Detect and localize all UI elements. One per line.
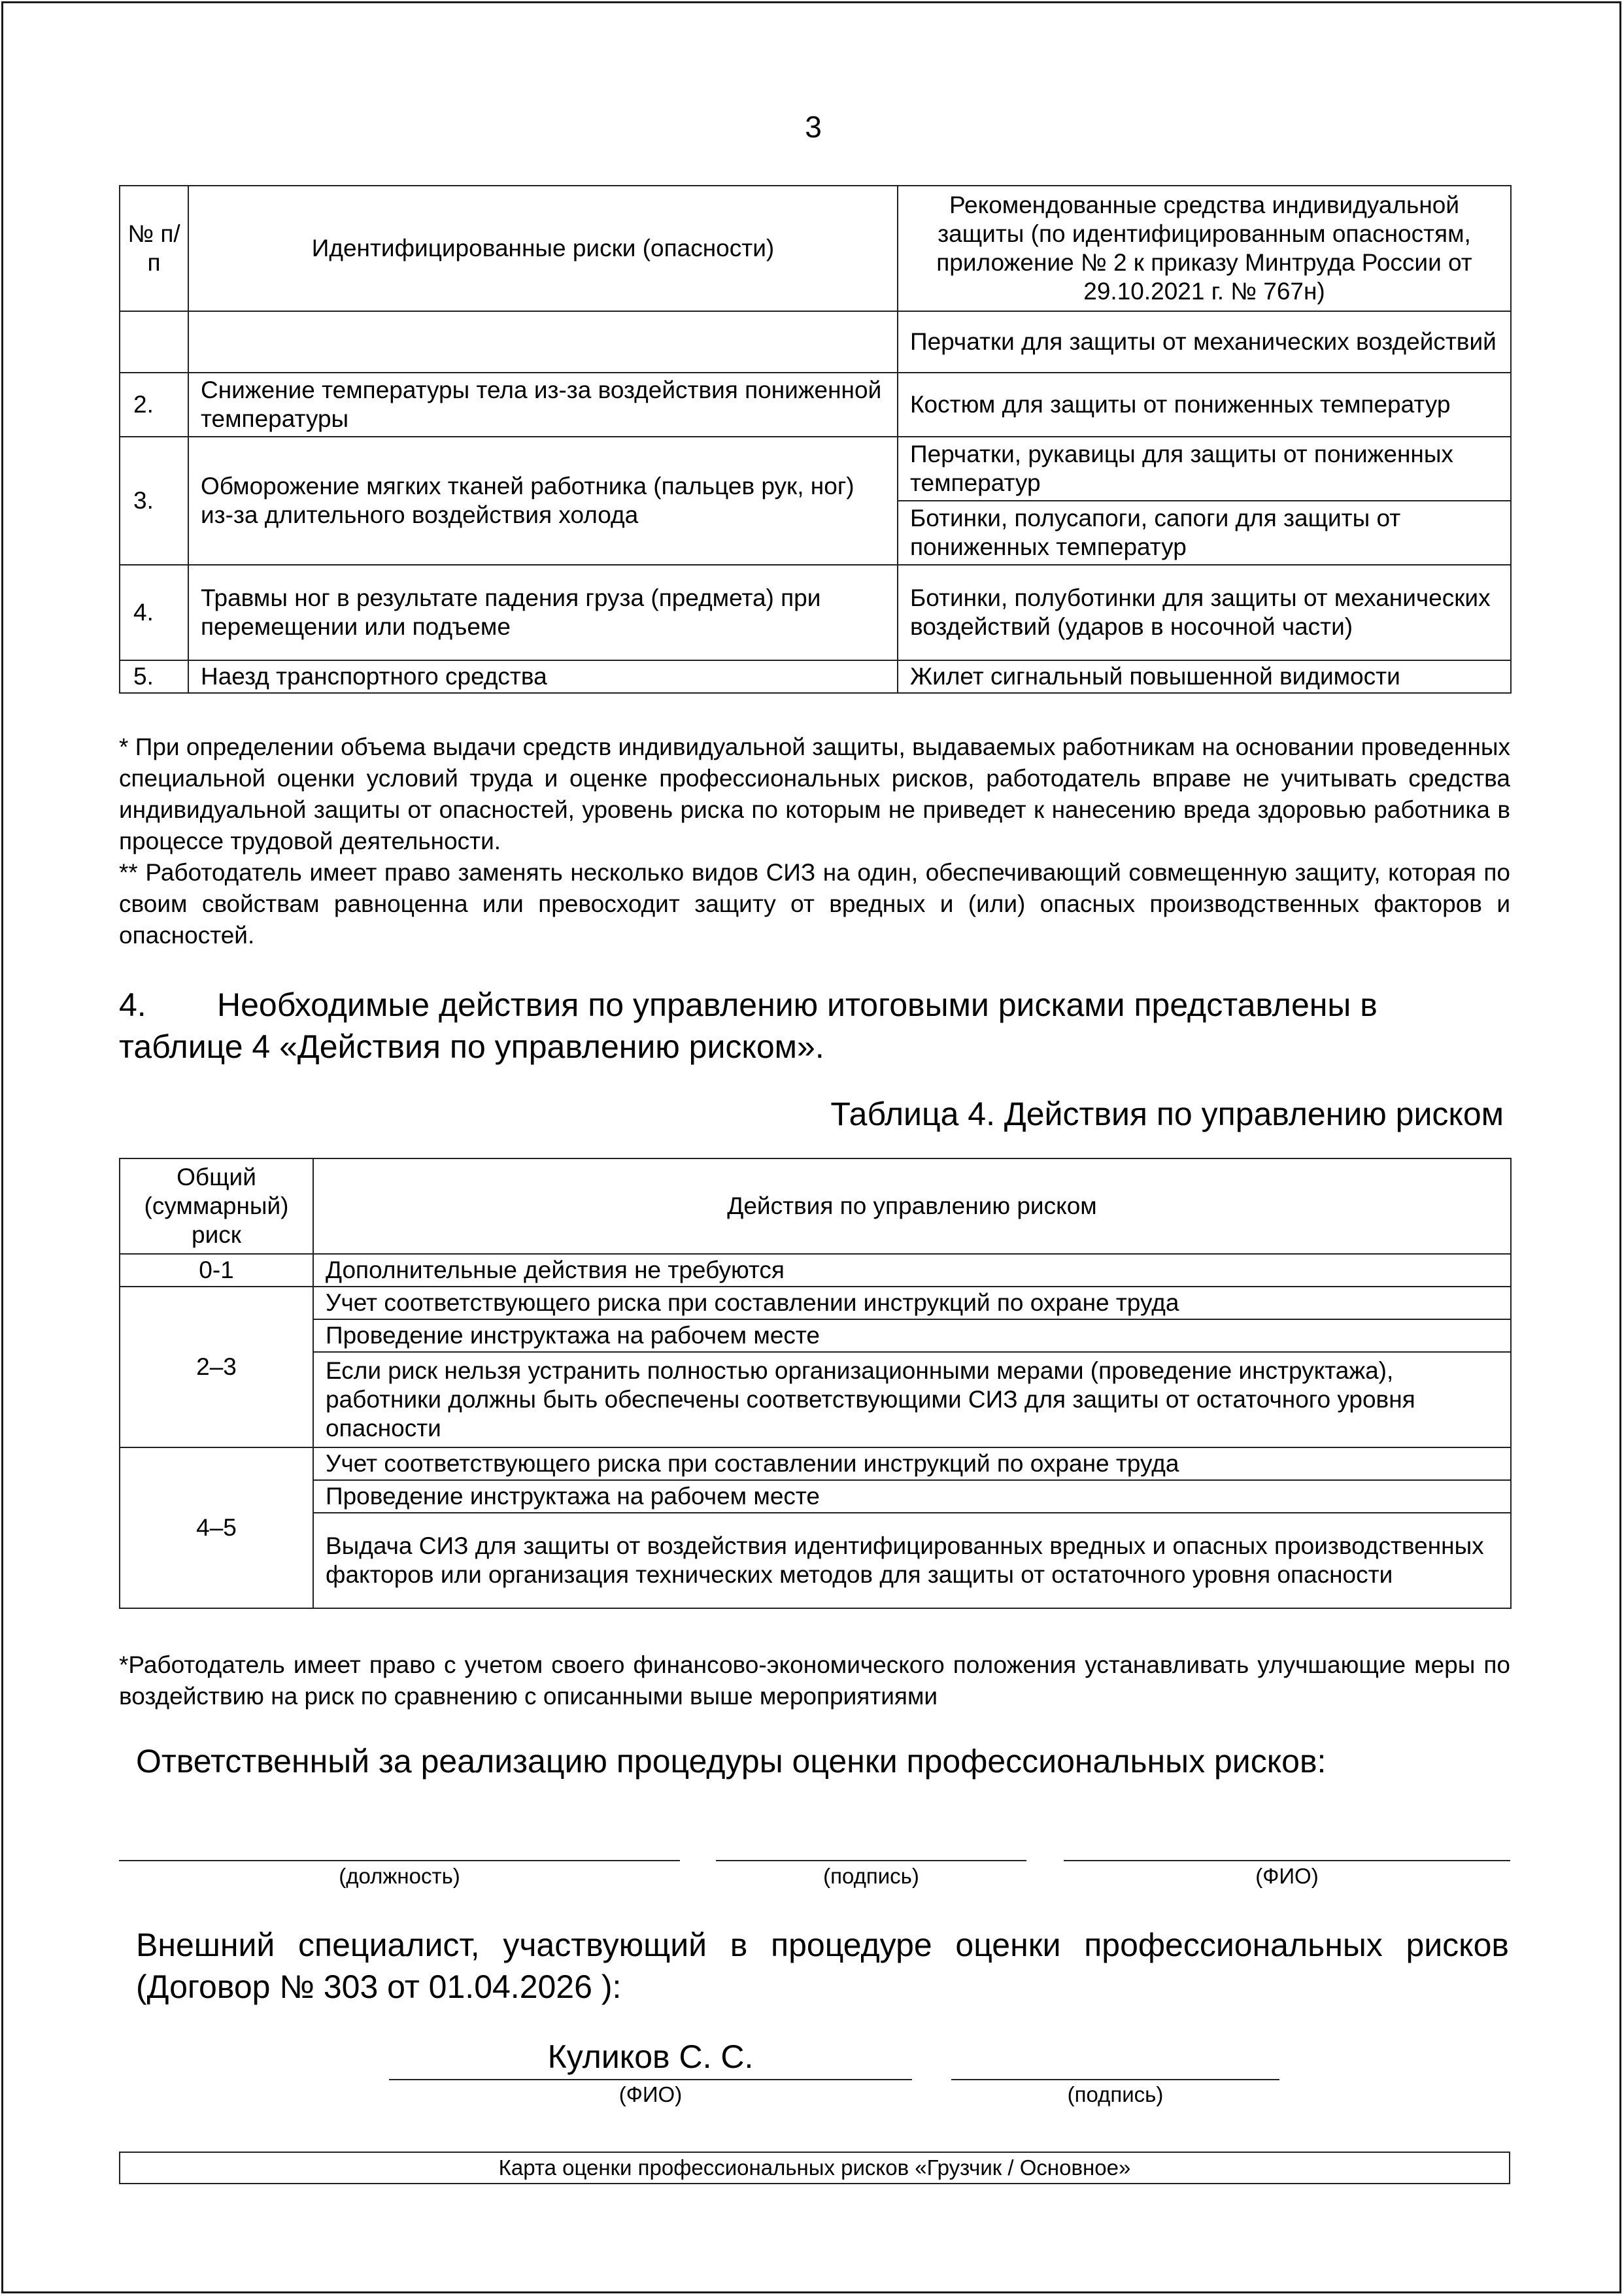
risk-action: Проведение инструктажа на рабочем месте	[313, 1480, 1511, 1513]
table-row	[120, 1513, 1511, 1608]
table-4-caption: Таблица 4. Действия по управлению риском	[830, 1096, 1504, 1132]
table-row	[120, 660, 1511, 693]
table-4-note-text: *Работодатель имеет право с учетом своего финансово-экономического положения устанавливать улучшающие меры по воздействию на риск по сравнению с описанными выше мероприятиями	[119, 1651, 1510, 1710]
note-2: ** Работодатель имеет право заменять несколько видов СИЗ на один, обеспечивающий совмещенную защиту, которая по своим свойствам равноценна или превосходит защиту от вредных и (или) опасных производственных факторов и опасностей.	[119, 859, 1510, 949]
document-page	[1, 1, 1621, 2293]
table-4-note	[119, 1649, 1510, 1712]
row-num: 5.	[120, 660, 188, 693]
risk-action: Выдача СИЗ для защиты от воздействия идентифицированных вредных и опасных производственных факторов или организация технических методов для защиты от остаточного уровня опасности	[313, 1513, 1511, 1608]
table-row	[120, 1254, 1511, 1287]
table-row	[120, 437, 1511, 501]
table-row	[120, 373, 1511, 437]
responsible-title: Ответственный за реализацию процедуры оценки профессиональных рисков:	[136, 1743, 1327, 1780]
risk-level: 2–3	[120, 1287, 313, 1447]
document-footer: Карта оценки профессиональных рисков «Грузчик / Основное»	[119, 2152, 1510, 2184]
note-1: * При определении объема выдачи средств индивидуальной защиты, выдаваемых работникам на основании проведенных специальной оценки условий труда и оценке профессиональных рисков, работодатель вправе не учитывать средства индивидуальной защиты от опасностей, уровень риска по которым не приведет к нанесению вреда здоровью работника в процессе трудовой деятельности.	[119, 734, 1510, 854]
risk-action: Проведение инструктажа на рабочем месте	[313, 1319, 1511, 1352]
risk-actions-header	[120, 1158, 1511, 1254]
row-risk: Наезд транспортного средства	[188, 660, 898, 693]
row-risk	[188, 311, 898, 373]
external-name-caption: (ФИО)	[618, 2082, 683, 2106]
row-num: 2.	[120, 373, 188, 437]
risk-actions-table	[119, 1158, 1512, 1609]
table-row	[120, 1480, 1511, 1513]
row-ppe: Перчатки, рукавицы для защиты от пониженных температур	[898, 437, 1511, 501]
row-ppe: Ботинки, полуботинки для защиты от механических воздействий (ударов в носочной части)	[898, 565, 1511, 660]
table-row	[120, 1287, 1511, 1319]
risk-action: Дополнительные действия не требуются	[313, 1254, 1511, 1287]
external-signature-line	[951, 2079, 1279, 2080]
table-row	[120, 565, 1511, 660]
ppe-notes	[119, 732, 1510, 951]
risk-action: Учет соответствующего риска при составлении инструкций по охране труда	[313, 1287, 1511, 1319]
full-name-caption: (ФИО)	[1255, 1864, 1319, 1888]
header-num: № п/п	[120, 186, 188, 311]
table-row	[120, 1352, 1511, 1447]
full-name-line	[1064, 1860, 1510, 1861]
ppe-table	[119, 185, 1512, 694]
external-name-line	[389, 2079, 912, 2080]
section-4-number: 4.	[119, 987, 146, 1023]
row-risk: Снижение температуры тела из-за воздействия пониженной температуры	[188, 373, 898, 437]
position-line	[119, 1860, 680, 1861]
table-row	[120, 311, 1511, 373]
risk-level: 0-1	[120, 1254, 313, 1287]
risk-level: 4–5	[120, 1447, 313, 1608]
row-ppe: Костюм для защиты от пониженных температур	[898, 373, 1511, 437]
row-ppe: Ботинки, полусапоги, сапоги для защиты от пониженных температур	[898, 501, 1511, 565]
external-specialist-title: Внешний специалист, участвующий в процедуре оценки профессиональных рисков (Договор № 303 от 01.04.2026 ):	[136, 1927, 1509, 2005]
section-4-text: Необходимые действия по управлению итоговыми рисками представлены в таблице 4 «Действия по управлению риском».	[119, 987, 1378, 1065]
table-row	[120, 1319, 1511, 1352]
row-ppe: Жилет сигнальный повышенной видимости	[898, 660, 1511, 693]
row-risk: Травмы ног в результате падения груза (предмета) при перемещении или подъеме	[188, 565, 898, 660]
ppe-table-header	[120, 186, 1511, 311]
page-number: 3	[805, 110, 822, 144]
row-num: 3.	[120, 437, 188, 565]
row-ppe: Перчатки для защиты от механических воздействий	[898, 311, 1511, 373]
row-risk: Обморожение мягких тканей работника (пальцев рук, ног) из-за длительного воздействия холода	[188, 437, 898, 565]
header-risks: Идентифицированные риски (опасности)	[188, 186, 898, 311]
signature-line	[716, 1860, 1026, 1861]
position-caption: (должность)	[339, 1864, 460, 1888]
header-risk: Общий (суммарный) риск	[120, 1158, 313, 1254]
section-4	[119, 984, 1510, 1068]
header-actions: Действия по управлению риском	[313, 1158, 1511, 1254]
external-specialist-name: Куликов С. С.	[547, 2038, 754, 2075]
risk-action: Если риск нельзя устранить полностью организационными мерами (проведение инструктажа), работники должны быть обеспечены соответствующими СИЗ для защиты от остаточного уровня опасности	[313, 1352, 1511, 1447]
external-signature-caption: (подпись)	[1067, 2082, 1164, 2106]
header-ppe: Рекомендованные средства индивидуальной защиты (по идентифицированным опасностям, приложение № 2 к приказу Минтруда России от 29.10.2021 г. № 767н)	[898, 186, 1511, 311]
row-num	[120, 311, 188, 373]
signature-caption: (подпись)	[823, 1864, 919, 1888]
table-row	[120, 1447, 1511, 1480]
risk-action: Учет соответствующего риска при составлении инструкций по охране труда	[313, 1447, 1511, 1480]
row-num: 4.	[120, 565, 188, 660]
